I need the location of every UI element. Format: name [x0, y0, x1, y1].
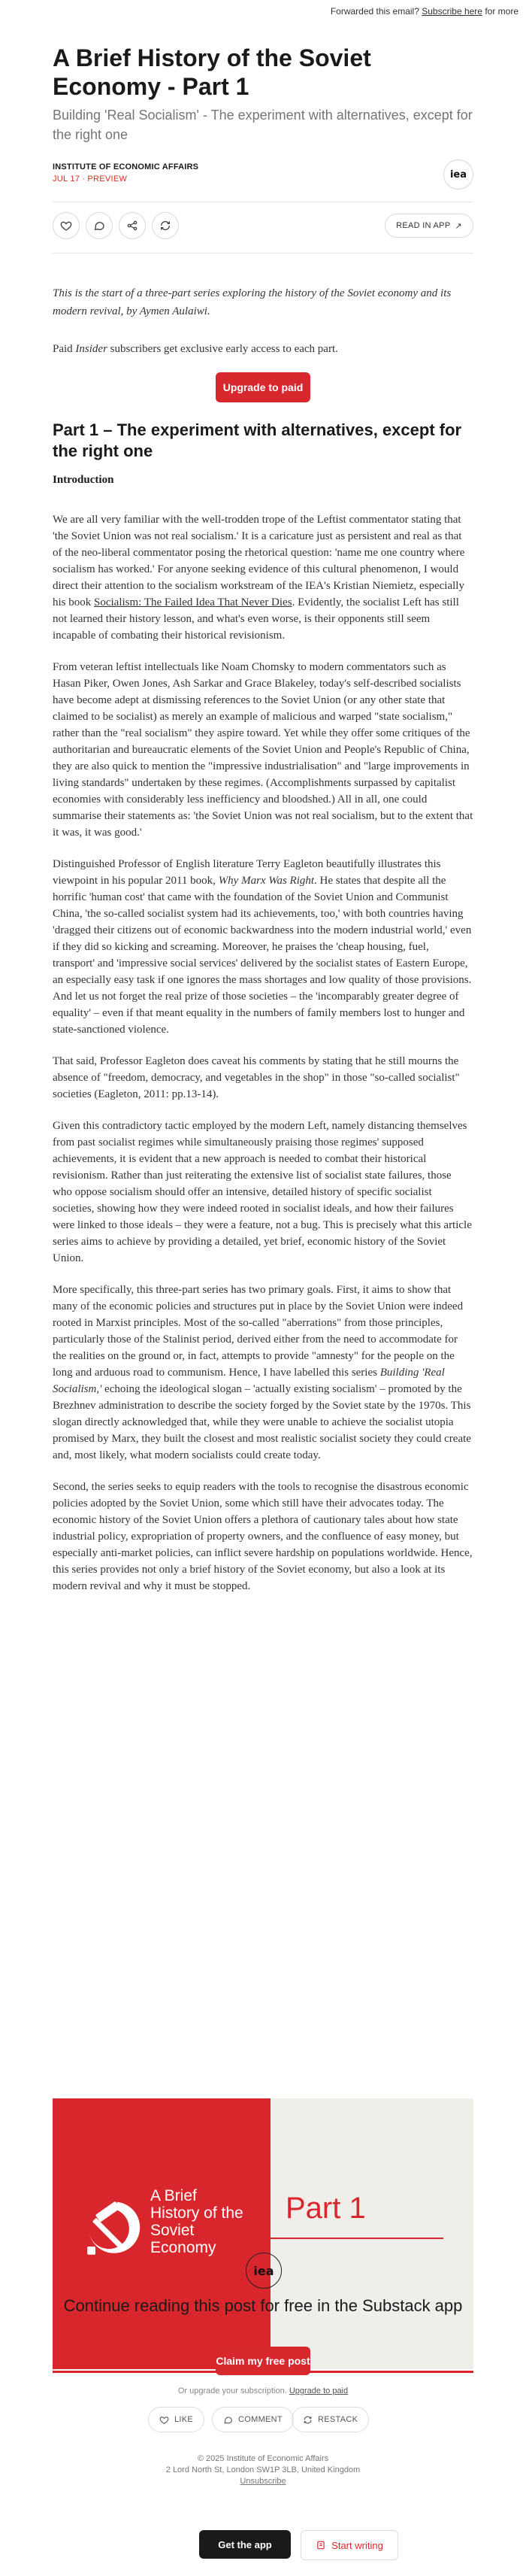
- hammer-and-sickle-icon: [75, 2192, 143, 2260]
- upgrade-link[interactable]: Upgrade to paid: [289, 2386, 349, 2395]
- forward-banner: [0, 6, 518, 17]
- paid-prefix: Paid: [53, 343, 73, 355]
- paragraph-text: . Evidently, the socialist Left has still not learned their history lesson, and what's even worse, is their opponents still seem incapable of combating their historical revisionism.: [53, 596, 459, 642]
- publication-logo[interactable]: iea: [443, 159, 473, 190]
- subscribe-link[interactable]: Subscribe here: [422, 6, 482, 17]
- external-arrow-icon: ↗: [455, 221, 462, 231]
- restack-label: RESTACK: [318, 2415, 358, 2424]
- comment-icon: [93, 220, 105, 232]
- share-button[interactable]: [119, 212, 146, 239]
- paragraph: Second, the series seeks to equip readers with the tools to recognise the disastrous economic policies adopted by the Soviet Union, some which still have their advocates today. The economic history of the Soviet Union offers a plethora of cautionary tales about how state industrial policy, expropriation of property owners, and the confluence of easy money, but especially anti-market policies, can inflict severe hardship on populations worldwide. Hence, this series provides not only a brief history of the Soviet economy, but also a look at its modern revival and why it must be stopped.: [53, 1481, 473, 1592]
- paragraph-text: More specifically, this three-part series has two primary goals. First, it aims to show that many of the economic policies and structures put in place by the Soviet Union were indeed rooted in Marxist principles. Most of the so-called "aberrations" from those principles, particularly those of the Stalinist period, derived either from the need to accommodate for the realities on the ground or, in fact, attempts to provide "amnesty" for the people on the long and arduous road to communism. Hence, I have labelled this series: [53, 1284, 464, 1379]
- post-subtitle: Building 'Real Socialism' - The experiment with alternatives, except for the right one: [53, 108, 473, 142]
- byline: [53, 162, 473, 193]
- read-in-app-label: READ IN APP: [396, 221, 451, 230]
- preview-label: PREVIEW: [87, 174, 128, 184]
- comment-icon: [223, 2415, 233, 2425]
- publication-logo: iea: [246, 2253, 282, 2289]
- comment-button[interactable]: [86, 212, 113, 239]
- post-title[interactable]: A Brief History of the Soviet Economy - Part 1: [53, 44, 371, 100]
- cover-part-label: Part 1: [286, 2192, 366, 2225]
- paragraph: [53, 511, 473, 644]
- start-writing-button[interactable]: [301, 2530, 398, 2560]
- paragraph: Given this contradictory tactic employed by the modern Left, namely distancing themselves from past socialist regimes while simultaneously praising those regimes' supposed achievements, it is evident that a new approach is needed to combat their historical revisionism. Rather than just reiterating the extensive list of socialist state failures, those who oppose socialism should offer an intensive, detailed history of specific socialist societies, showing how they were indeed rooted in socialist ideals, and how their failures were linked to those ideals – they were a feature, not a bug. This is precisely what this article series aims to achieve by providing a detailed, yet brief, economic history of the Soviet Union.: [53, 1120, 472, 1264]
- cover-title: [150, 2187, 271, 2256]
- paragraph: That said, Professor Eagleton does caveat his comments by stating that he still mourns the absence of "freedom, democracy, and vegetables in the shop" in those "so-called socialist" societies (Eagleton, 2011: pp.13-14).: [53, 1055, 460, 1100]
- action-bar: [53, 212, 473, 242]
- footer: [53, 2453, 473, 2487]
- upgrade-note: [53, 2386, 473, 2395]
- paragraph: From veteran leftist intellectuals like Noam Chomsky to modern commentators such as Hasan Piker, Owen Jones, Ash Sarkar and Grace Blakeley, today's self-described socialists have become adept at dismissing references to the Soviet Union (or any other state that claimed to be socialist) as merely an example of malicious and warped "state socialism," rather than the "real socialism" they aspire toward. Yet while they offer some critiques of the authoritarian and bureaucratic elements of the Soviet Union and People's Republic of China, they are also quick to mention the "impressive industrialisation" and "large improvements in living standards" undertaken by these regimes. (Accomplishments surpassed by capitalist economies with considerably less inefficiency and bloodshed.) All in all, one could summarise their statements as: 'the Soviet Union was not real socialism, but to the extent that it was, it was good.': [53, 661, 473, 839]
- paragraph-text: echoing the ideological slogan – 'actually existing socialism' – promoted by the Brezhnev administration to describe the society forged by the Soviet state by the 1970s. This slogan directly acknowledged that, while they were unable to achieve the socialist utopia promised by Marx, they built the closest and most realistic socialist society they could create and, most likely, what modern socialists could create today.: [53, 1383, 471, 1461]
- comment-label: COMMENT: [238, 2415, 283, 2424]
- upgrade-to-paid-button[interactable]: Upgrade to paid: [216, 372, 310, 402]
- paragraph-text: We are all very familiar with the well-trodden trope of the Leftist commentator stating that 'the Soviet Union was not real socialism.' It is a caricature just as persistent and real as that of the neo-liberal commentator posing the rhetorical question: 'name me one country where socialism has worked.' For anyone seeking evidence of this cultural phenomenon, I would direct their attention to the socialism workstream of the IEA's Kristian Niemietz, especially his book: [53, 514, 465, 608]
- engagement-bar: [53, 2407, 473, 2437]
- paid-note: [53, 340, 473, 358]
- article-heading: Part 1 – The experiment with alternatives, except for the right one: [53, 420, 462, 460]
- paid-suffix: subscribers get exclusive early access to each part.: [110, 343, 338, 355]
- paywall-heading: Continue reading this post for free in the Substack app: [63, 2296, 463, 2315]
- upgrade-note-text: Or upgrade your subscription.: [177, 2386, 287, 2395]
- unsubscribe-link[interactable]: Unsubscribe: [240, 2477, 286, 2486]
- read-in-app-button[interactable]: [385, 214, 473, 238]
- paragraph: [53, 1282, 473, 1464]
- cover-right-panel: [271, 2098, 473, 2369]
- cover-part-underline: [271, 2238, 443, 2239]
- get-the-app-button[interactable]: Get the app: [199, 2530, 291, 2559]
- cover-title-line: A Brief: [150, 2187, 197, 2204]
- claim-free-post-button[interactable]: Claim my free post: [216, 2347, 310, 2375]
- date-text: JUL 17: [53, 174, 80, 184]
- book-title: Why Marx Was Right: [218, 875, 315, 887]
- article-body: [53, 511, 473, 1610]
- paragraph: [53, 856, 473, 1038]
- heart-icon: [159, 2415, 169, 2425]
- paid-italic: Insider: [75, 343, 107, 355]
- heart-icon: [60, 220, 72, 232]
- start-writing-label: Start writing: [331, 2539, 383, 2551]
- series-title: Building 'Real Socialism,': [53, 1367, 445, 1395]
- share-icon: [126, 220, 138, 232]
- restack-button[interactable]: [152, 212, 179, 239]
- date-separator: ∙: [82, 174, 85, 184]
- publication-name[interactable]: INSTITUTE OF ECONOMIC AFFAIRS: [53, 162, 199, 171]
- restack-pill-button[interactable]: [292, 2407, 369, 2432]
- forward-prefix: Forwarded this email?: [330, 6, 419, 17]
- copyright: © 2025 Institute of Economic Affairs: [197, 2454, 329, 2463]
- restack-icon: [303, 2415, 313, 2425]
- like-label: LIKE: [174, 2415, 194, 2424]
- series-intro: This is the start of a three-part series exploring the history of the Soviet economy and its modern revival, by Aymen Aulaiwi.: [53, 287, 452, 317]
- cover-left-panel: [53, 2098, 271, 2369]
- like-pill-button[interactable]: [148, 2407, 204, 2432]
- section-heading: Introduction: [53, 474, 114, 486]
- paragraph-text: . He states that despite all the horrific 'human cost' that came with the foundation of the Soviet Union and Communist China, 'the so-called socialist system had its achievements, too,' with both countries having 'dragged their citizens out of economic backwardness into the modern industrial world,' even if they did so kicking and screaming. Moreover, he praises the 'cheap housing, fuel, transport' and 'impressive social services' delivered by the socialist states of Eastern Europe, an especially easy task if one ignores the mass shortages and low quality of those provisions. And let us not forget the real prize of those societies – the 'incomparably greater degree of equality' – even if that meant equality in the numbers of family members lost to hunger and state-sanctioned violence.: [53, 875, 472, 1036]
- book-link[interactable]: Socialism: The Failed Idea That Never Dies: [94, 596, 292, 608]
- cover-title-line: History of the Soviet: [150, 2204, 243, 2239]
- forward-suffix: for more: [485, 6, 518, 17]
- restack-icon: [159, 220, 171, 232]
- cover-title-line: Economy: [150, 2239, 216, 2256]
- address: 2 Lord North St, London SW1P 3LB, United Kingdom: [165, 2465, 361, 2474]
- comment-pill-button[interactable]: [212, 2407, 294, 2432]
- pencil-icon: [316, 2540, 326, 2550]
- post-date: [53, 174, 473, 184]
- like-button[interactable]: [53, 212, 80, 239]
- paragraph-text: Distinguished Professor of English literature Terry Eagleton beautifully illustrates this viewpoint in his popular 2011 book,: [53, 858, 441, 887]
